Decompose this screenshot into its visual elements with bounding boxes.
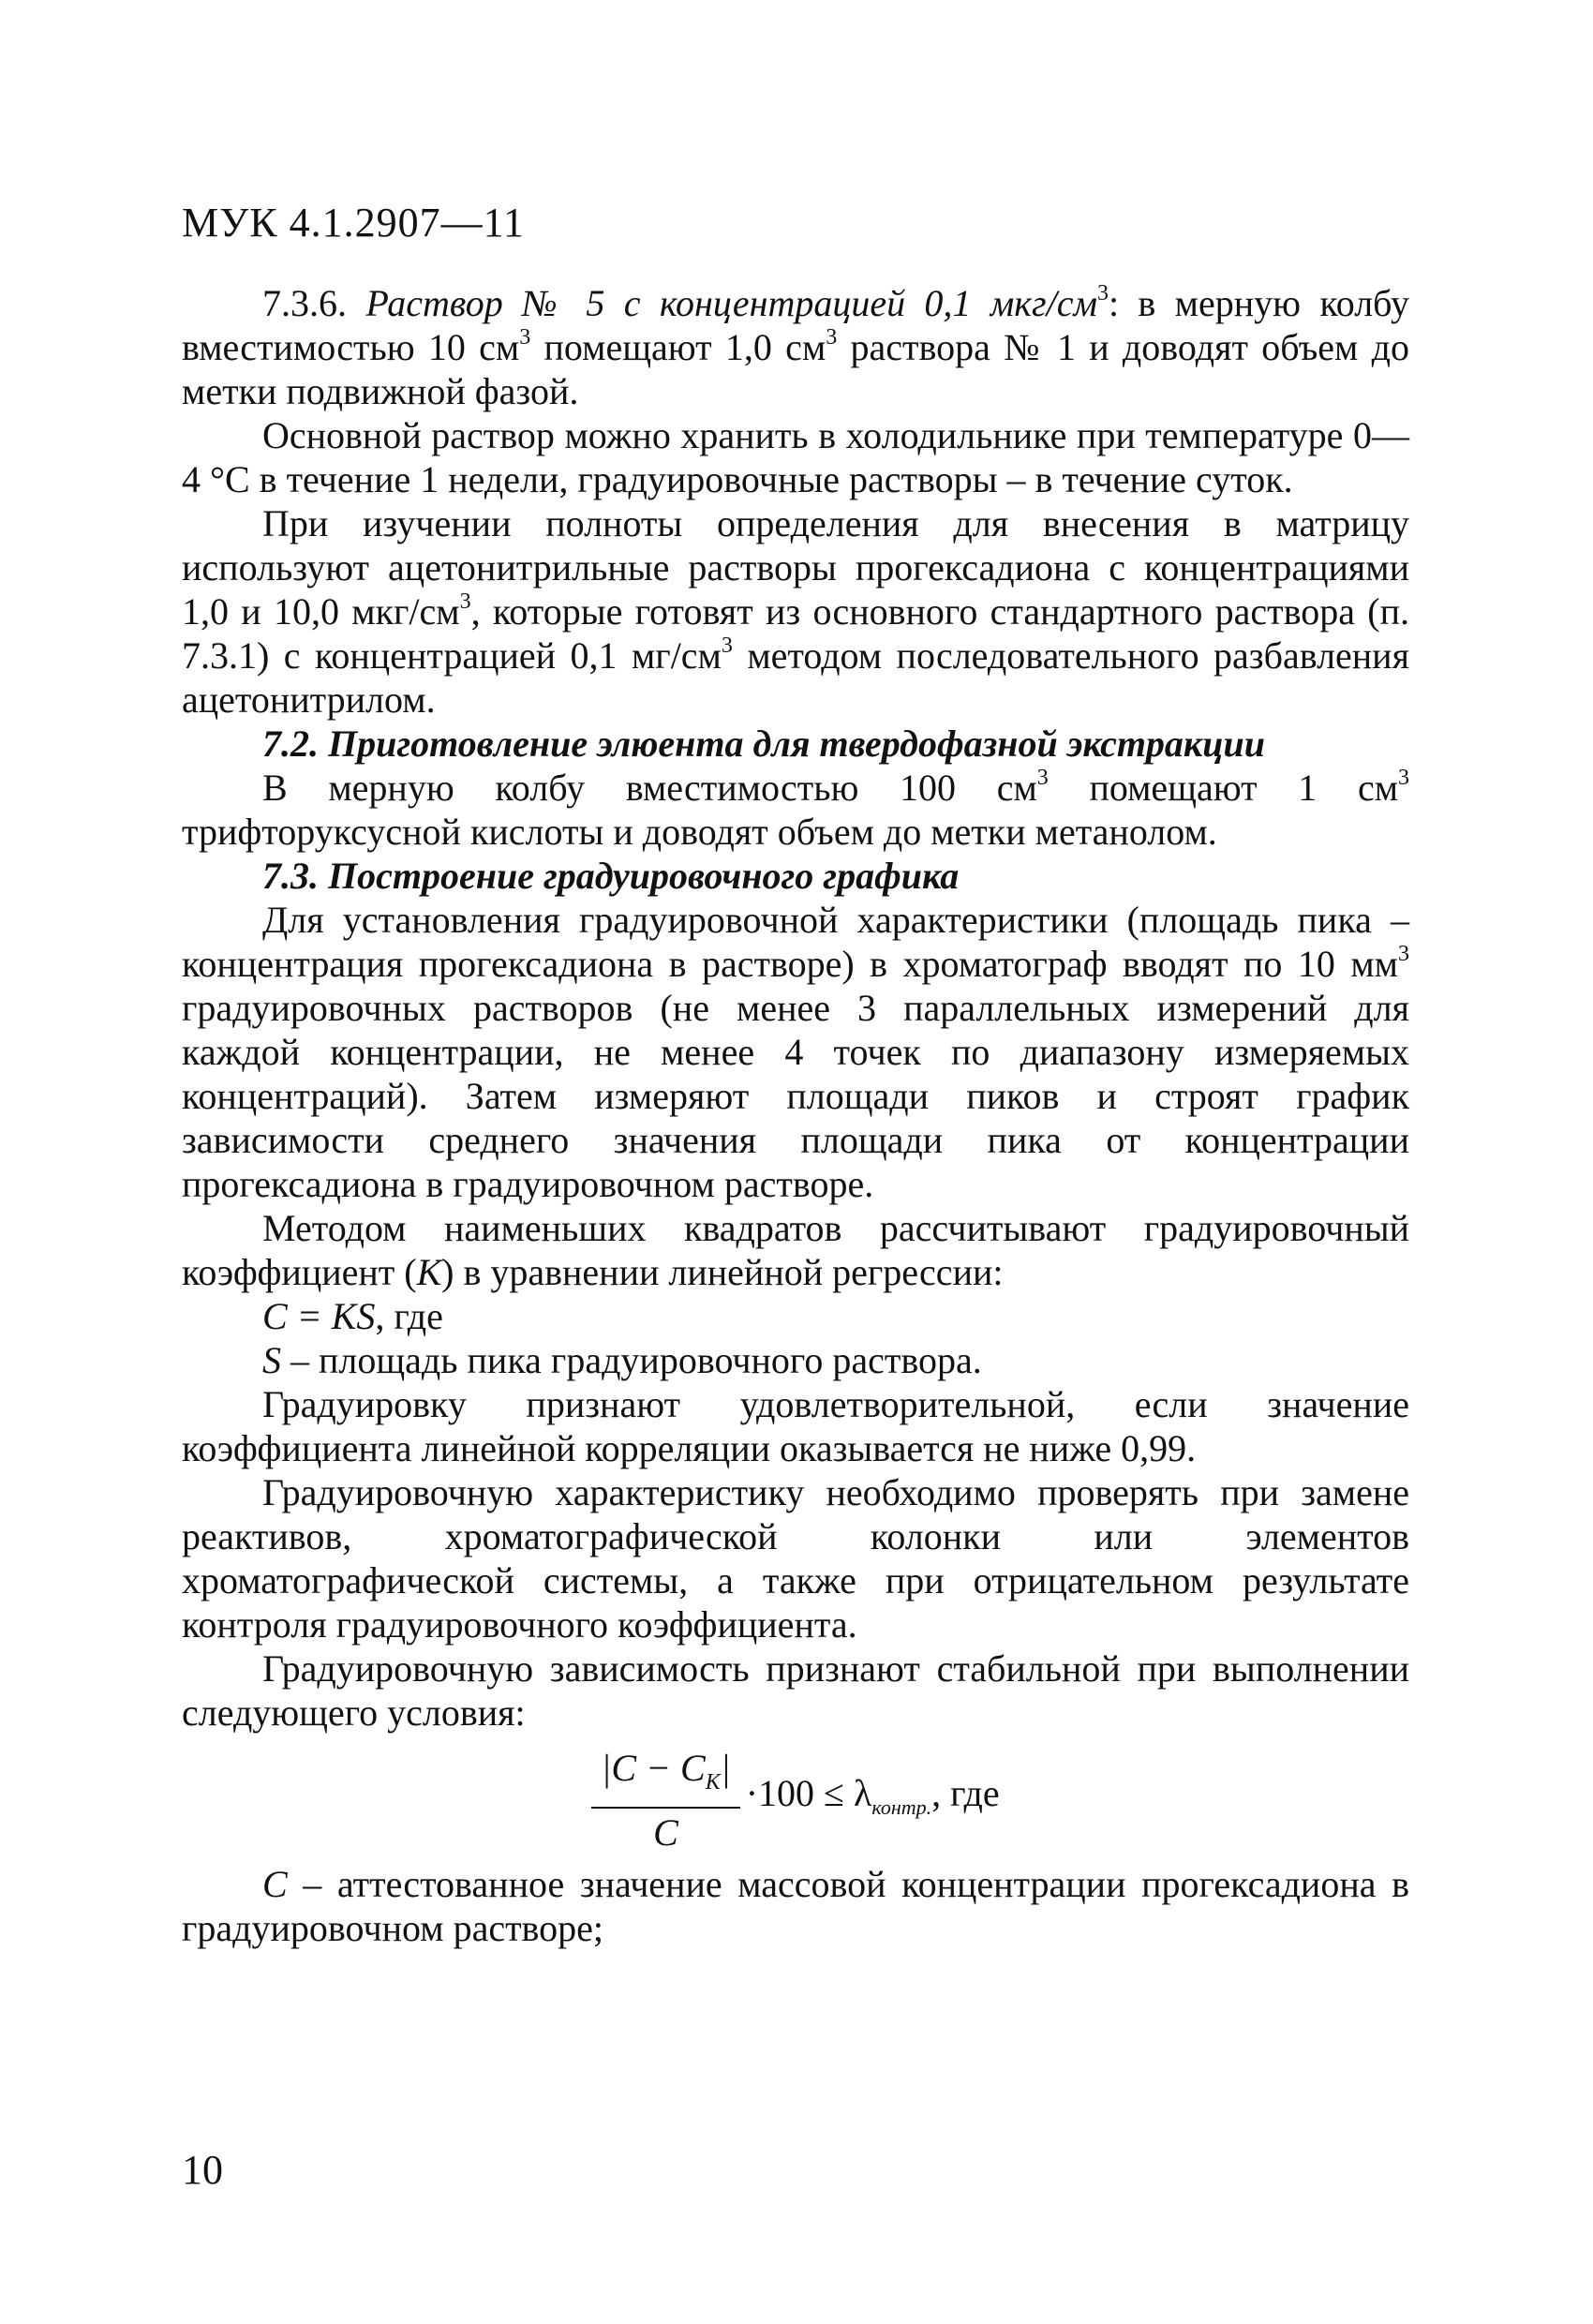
equation-body: C = KS	[262, 1295, 376, 1337]
text-run: методом последовательного разбавления ацетонитрилом.	[182, 634, 1409, 721]
document-body	[182, 281, 1409, 1950]
paragraph-storage: Основной раствор можно хранить в холодильнике при температуре 0—4 °С в течение 1 недели, градуировочные растворы – в течение суток.	[182, 414, 1409, 500]
definition-s	[182, 1338, 1409, 1382]
text-run: : в мерную колбу вместимостью 10 см	[182, 282, 1409, 368]
text-run: В мерную колбу вместимостью 100 см	[262, 767, 1037, 809]
text-run: ) в уравнении линейной регрессии:	[441, 1251, 1004, 1293]
paragraph-recovery-study	[182, 501, 1409, 722]
symbol-s: S	[262, 1339, 281, 1381]
paragraph-eluent	[182, 766, 1409, 854]
coefficient-symbol: К	[416, 1251, 442, 1293]
paragraph-acceptance: Градуировку признают удовлетворительной, если значение коэффициента линейной корреляции оказывается не ниже 0,99.	[182, 1383, 1409, 1469]
document-header: МУК 4.1.2907—11	[182, 200, 525, 246]
equation-linear-regression	[182, 1294, 1409, 1338]
text-run: трифторуксусной кислоты и доводят объем до метки метанолом.	[182, 811, 1217, 853]
numerator-end: |	[720, 1747, 731, 1789]
paragraph-7-3-6	[182, 281, 1409, 413]
numerator-text: |C − C	[601, 1747, 706, 1789]
superscript: 3	[459, 589, 471, 615]
subscript: контр.	[871, 1795, 932, 1819]
text-run: При изучении полноты определения для внесения в матрицу используют ацетонитрильные растворы прогексадиона с концентрациями 1,0 и 10,0 мкг/см	[182, 502, 1409, 633]
paragraph-number: 7.3.6.	[262, 282, 347, 324]
paragraph-calibration	[182, 898, 1409, 1206]
text-run: раствора № 1 и доводят объем до метки подвижной фазой.	[182, 326, 1409, 412]
text-run: , которые готовят из основного стандартного раствора (п. 7.3.1) с концентрацией 0,1 мг/см	[182, 590, 1409, 677]
text-run: – площадь пика градуировочного раствора.	[281, 1339, 982, 1381]
text-run: Для установления градуировочной характеристики (площадь пика – концентрация прогексадиона в растворе) в хроматограф вводят по 10 мм	[182, 899, 1409, 985]
paragraph-recheck: Градуировочную характеристику необходимо проверять при замене реактивов, хроматографической колонки или элементов хроматографической системы, а также при отрицательном результате контроля градуировочного коэффициента.	[182, 1471, 1409, 1646]
superscript: 3	[1398, 942, 1409, 967]
superscript: 3	[519, 325, 531, 350]
text-run: помещают 1 см	[1048, 767, 1399, 809]
lambda-term	[746, 1771, 1000, 1829]
equation-tail: , где	[375, 1295, 443, 1337]
text-run: Методом наименьших квадратов рассчитывают градуировочный коэффициент (	[182, 1207, 1409, 1293]
paragraph-stability: Градуировочную зависимость признают стабильной при выполнении следующего условия:	[182, 1647, 1409, 1734]
paragraph-least-squares	[182, 1206, 1409, 1294]
section-heading-7-2: 7.2. Приготовление элюента для твердофазной экстракции	[262, 723, 1265, 765]
superscript: 3	[826, 325, 838, 350]
text-run: градуировочных растворов (не менее 3 параллельных измерений для каждой концентрации, не менее 4 точек по диапазону измеряемых концентраций). Затем измеряют площади пиков и строят график зависимости среднего значения площади пика от концентрации прогексадиона в градуировочном растворе.	[182, 987, 1409, 1205]
superscript: 3	[1036, 766, 1049, 791]
superscript: 3	[1398, 766, 1410, 791]
subscript: K	[705, 1770, 721, 1795]
equation-mid: ·100 ≤ λ	[745, 1772, 872, 1814]
definition-c	[182, 1862, 1409, 1950]
text-run: – аттестованное значение массовой концентрации прогексадиона в градуировочном растворе;	[182, 1863, 1409, 1949]
fraction-numerator	[591, 1746, 739, 1809]
fraction	[591, 1746, 739, 1855]
fraction-denominator: C	[653, 1811, 678, 1854]
superscript: 3	[1096, 281, 1109, 306]
section-heading-7-3: 7.3. Построение градуировочного графика	[262, 855, 960, 897]
superscript: 3	[721, 633, 733, 659]
solution-5-title: Раствор № 5 с концентрацией 0,1 мкг/см	[365, 282, 1097, 324]
text-run: помещают 1,0 см	[530, 326, 826, 368]
symbol-c: С	[262, 1863, 288, 1905]
equation-stability-condition	[182, 1746, 1409, 1855]
equation-tail: , где	[931, 1772, 1000, 1814]
page-number: 10	[182, 2147, 223, 2193]
